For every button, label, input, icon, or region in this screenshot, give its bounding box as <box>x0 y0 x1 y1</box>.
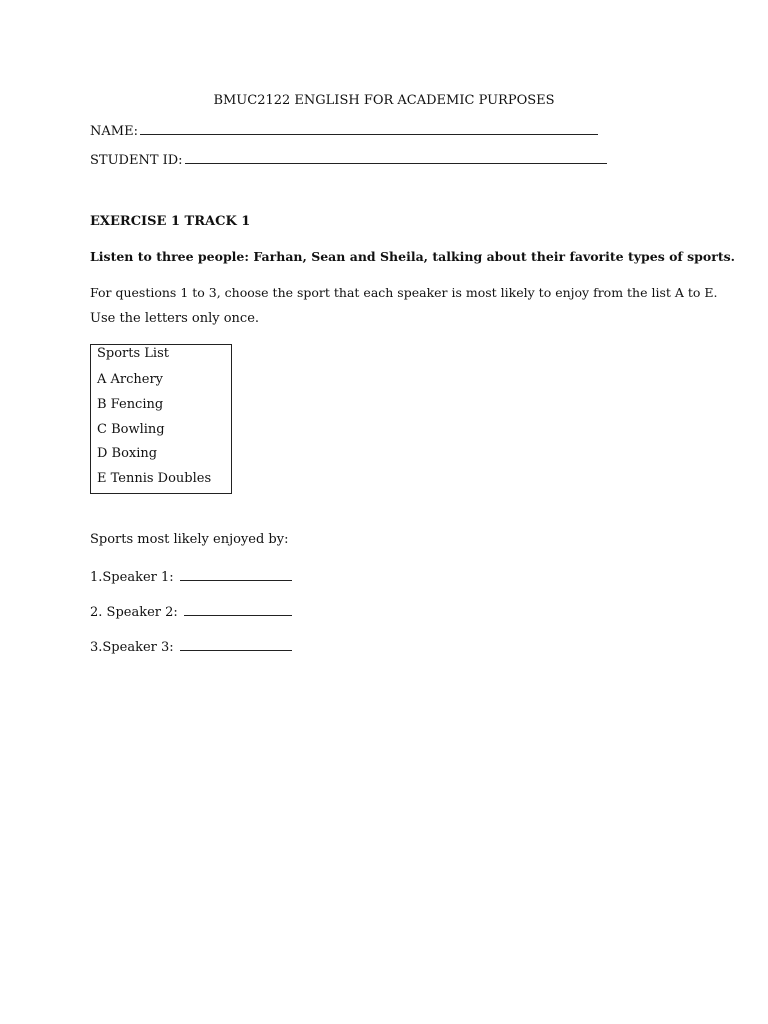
name-label: NAME: <box>90 124 138 139</box>
sports-list-item: C Bowling <box>97 422 165 437</box>
instruction-line-2: Use the letters only once. <box>90 311 260 326</box>
sports-list-item: D Boxing <box>97 446 158 461</box>
question-row <box>90 568 292 586</box>
question-row <box>90 638 292 656</box>
question-label: 3.Speaker 3: <box>90 640 174 655</box>
answer-blank-line[interactable] <box>180 638 292 651</box>
course-title: BMUC2122 ENGLISH FOR ACADEMIC PURPOSES <box>213 93 555 108</box>
answer-blank-line[interactable] <box>184 603 292 616</box>
sports-list-item: E Tennis Doubles <box>97 471 212 486</box>
question-label: 1.Speaker 1: <box>90 570 174 585</box>
question-row <box>90 603 292 621</box>
student-id-label: STUDENT ID: <box>90 153 183 168</box>
sports-list-item: A Archery <box>97 372 164 387</box>
student-id-blank-line[interactable] <box>185 151 607 164</box>
question-label: 2. Speaker 2: <box>90 605 178 620</box>
answer-blank-line[interactable] <box>180 568 292 581</box>
name-blank-line[interactable] <box>140 122 598 135</box>
name-field-row <box>90 122 598 140</box>
instruction-line-1: For questions 1 to 3, choose the sport that each speaker is most likely to enjoy from the list A to E. <box>90 285 718 300</box>
student-id-field-row <box>90 151 607 169</box>
exercise-intro: Listen to three people: Farhan, Sean and Sheila, talking about their favorite types of sports. <box>90 249 736 264</box>
sports-list-box <box>90 344 232 494</box>
questions-prompt: Sports most likely enjoyed by: <box>90 532 289 547</box>
sports-list-title: Sports List <box>97 346 169 361</box>
exercise-heading: EXERCISE 1 TRACK 1 <box>90 214 251 229</box>
sports-list-item: B Fencing <box>97 397 164 412</box>
